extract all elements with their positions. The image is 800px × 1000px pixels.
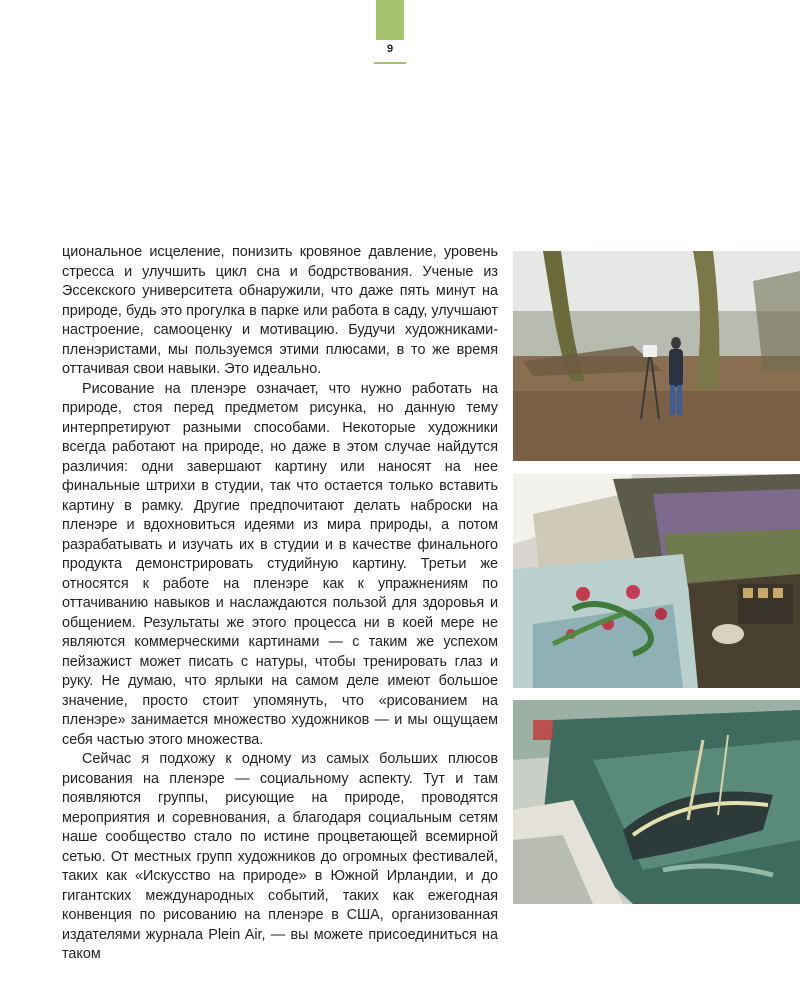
painter-at-easel-illustration: [513, 251, 800, 461]
paragraph-2: Рисование на пленэре означает, что нужно работать на природе, стоя перед предметом рисунка, но данную тему интерпретируют разными способами. Некоторые художники всегда работают на природе, но даже в этом случае найдутся различия: одни завершают картину или наносят на нее финальные штрихи в студии, так что остается только вставить картину в рамку. Другие предпочитают делать наброски на пленэре и вдохновиться идеями из мира природы, а потом разрабатывать и изучать их в студии и в качестве финального продукта демонстрировать студийную картину. Третьи же относятся к работе на пленэре как к упражнениям по оттачиванию навыков и наслаждаются пользой для здоровья и общением. Результаты же этого процесса ни в коей мере не являются коммерческими картинами — с таким же успехом пейзажист может писать с натуры, чтобы тренировать глаз и руку. Не думаю, что ярлыки на самом деле имеют большое значение, просто стоит упомянуть, что «рисованием на пленэре» занимается множество художников — и мы ощущаем себя частью этого множества.: [62, 380, 498, 748]
body-text-column: [62, 243, 498, 965]
paragraph-1: циональное исцеление, понизить кровяное давление, уровень стресса и улучшить цикл сна и бодрствования. Ученые из Эссекского университета обнаружили, что даже пять минут на природе, будь это прогулка в парке или работа в саду, улучшают настроение, самооценку и мотивацию. Будучи художниками-пленэристами, мы пользуемся этими плюсами, в то же время оттачивая свои навыки. Это идеально.: [62, 244, 498, 377]
plein-air-sketches-illustration: [513, 474, 800, 688]
paragraph-3: Сейчас я подхожу к одному из самых больших плюсов рисования на пленэре — социальному аспекту. Тут и там появляются группы, рисующие на природе, проводятся мероприятия и соревнования, а благодаря социальным сетям наше сообщество стало по истине процветающей всемирной сетью. От местных групп художников до огромных фестивалей, таких как «Искусство на природе» в Южной Ирландии, и до гигантских международных событий, таких как ежегодная конвенция по рисованию на пленэре в США, организованная издателями журнала Plein Air, — вы можете присоединиться на таком: [62, 751, 498, 962]
photo-plein-air-sketches: [513, 474, 800, 688]
page-tab-marker: [376, 0, 404, 40]
page-number-rule: [374, 62, 406, 64]
photo-boat-painting: [513, 700, 800, 904]
photo-painter-at-easel: [513, 251, 800, 461]
page-number: 9: [386, 43, 394, 55]
boat-painting-illustration: [513, 700, 800, 904]
